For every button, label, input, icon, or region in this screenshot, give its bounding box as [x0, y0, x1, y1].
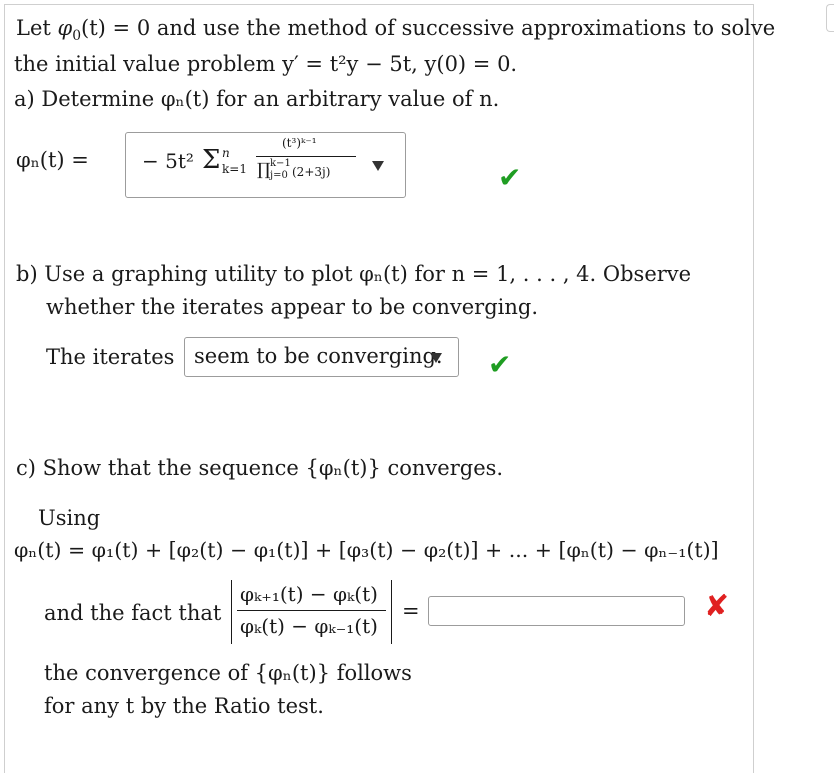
- ratio-numerator: φₖ₊₁(t) − φₖ(t): [240, 582, 378, 606]
- phi-n-label: φₙ(t) =: [16, 148, 89, 172]
- iterates-label: The iterates: [46, 345, 175, 369]
- fraction-numerator: (t³)ᵏ⁻¹: [282, 136, 317, 150]
- part-b-line-1: b) Use a graphing utility to plot φₙ(t) for n = 1, . . . , 4. Observe: [16, 262, 692, 286]
- part-c-line-1: c) Show that the sequence {φₙ(t)} converges.: [16, 456, 504, 480]
- fraction-bar: [256, 156, 356, 157]
- part-b-line-2: whether the iterates appear to be converging.: [46, 295, 538, 319]
- check-icon: ✔: [488, 348, 512, 381]
- ratio-denominator: φₖ(t) − φₖ₋₁(t): [240, 614, 378, 638]
- ratio-answer-input[interactable]: [428, 596, 685, 626]
- abs-bar-left: [231, 580, 232, 644]
- answer-prefix: − 5t²: [142, 149, 194, 173]
- product-upper: k−1: [270, 158, 291, 169]
- question-card: [4, 4, 754, 773]
- intro-line-3: a) Determine φₙ(t) for an arbitrary value of n.: [14, 87, 500, 111]
- conclusion-line-1: the convergence of {φₙ(t)} follows: [44, 661, 412, 685]
- ratio-fraction-bar: [237, 610, 386, 611]
- intro-line-1: Let $\varphi_0(t) = 0$ and use the method of successive approximations to solve: [16, 16, 776, 45]
- telescoping-series: φₙ(t) = φ₁(t) + [φ₂(t) − φ₁(t)] + [φ₃(t) − φ₂(t)] + ... + [φₙ(t) − φₙ₋₁(t)]: [14, 538, 719, 562]
- conclusion-line-2: for any t by the Ratio test.: [44, 694, 324, 718]
- sum-symbol: Σ: [202, 145, 221, 175]
- side-tab: [826, 4, 834, 32]
- dropdown-selected-value: seem to be converging.: [194, 344, 443, 368]
- dropdown-arrow-icon: [372, 161, 384, 171]
- converging-dropdown[interactable]: [184, 337, 459, 377]
- intro-line-2: the initial value problem y′ = t²y − 5t, y(0) = 0.: [14, 52, 518, 76]
- answer-dropdown-a[interactable]: [125, 132, 406, 198]
- product-symbol: ∏: [257, 160, 271, 180]
- using-label: Using: [38, 506, 101, 530]
- equals-sign: =: [402, 599, 420, 623]
- cross-icon: ✘: [704, 589, 730, 624]
- dropdown-arrow-icon: [430, 353, 442, 363]
- sum-upper: n: [222, 146, 230, 160]
- fact-label: and the fact that: [44, 601, 222, 625]
- abs-bar-right: [391, 580, 392, 644]
- product-lower: j=0: [270, 170, 288, 181]
- check-icon: ✔: [498, 161, 522, 194]
- sum-lower: k=1: [222, 162, 247, 176]
- fraction-denominator-term: (2+3j): [292, 165, 331, 179]
